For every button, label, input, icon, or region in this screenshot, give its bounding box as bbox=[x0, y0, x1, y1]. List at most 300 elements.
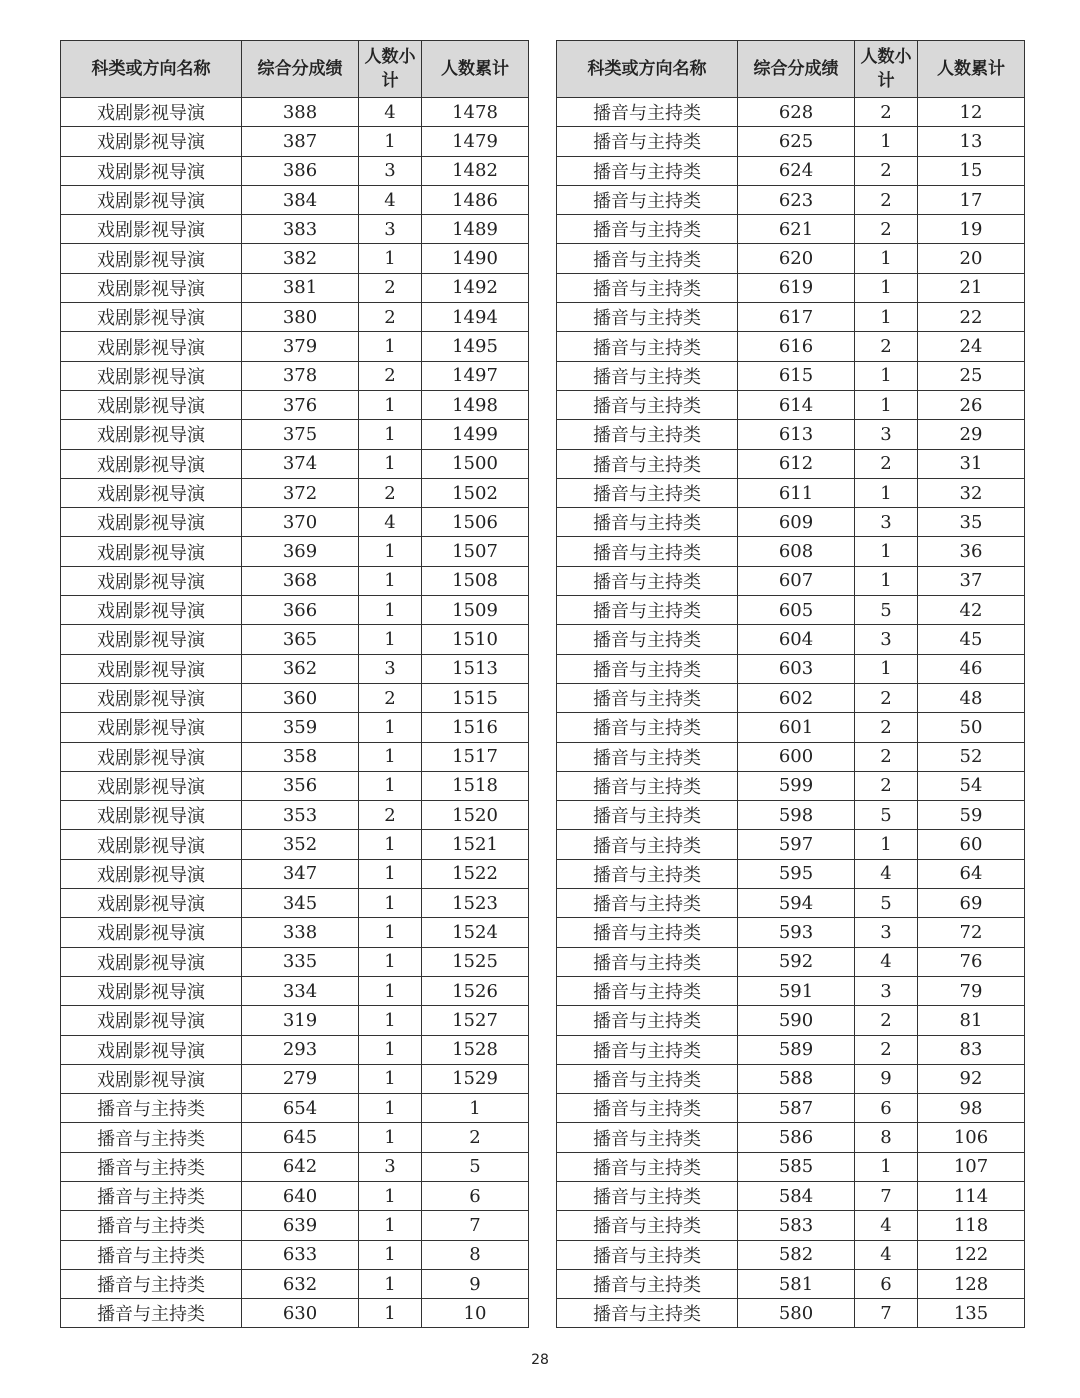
cell-score: 609 bbox=[738, 508, 855, 537]
cell-cumulative: 1521 bbox=[422, 830, 529, 859]
cell-cumulative: 6 bbox=[422, 1181, 529, 1210]
cell-name: 播音与主持类 bbox=[557, 185, 738, 214]
cell-cumulative: 42 bbox=[918, 596, 1025, 625]
cell-name: 播音与主持类 bbox=[61, 1181, 242, 1210]
cell-subtotal: 3 bbox=[359, 215, 422, 244]
cell-subtotal: 2 bbox=[855, 713, 918, 742]
table-row bbox=[61, 1094, 529, 1123]
cell-cumulative: 1492 bbox=[422, 273, 529, 302]
table-row bbox=[557, 771, 1025, 800]
cell-name: 播音与主持类 bbox=[557, 1123, 738, 1152]
cell-name: 播音与主持类 bbox=[557, 947, 738, 976]
cell-score: 595 bbox=[738, 859, 855, 888]
cell-cumulative: 1523 bbox=[422, 889, 529, 918]
cell-cumulative: 32 bbox=[918, 478, 1025, 507]
cell-cumulative: 45 bbox=[918, 625, 1025, 654]
cell-subtotal: 4 bbox=[855, 859, 918, 888]
cell-cumulative: 1486 bbox=[422, 185, 529, 214]
cell-score: 581 bbox=[738, 1269, 855, 1298]
cell-subtotal: 1 bbox=[855, 566, 918, 595]
table-row bbox=[61, 332, 529, 361]
cell-name: 播音与主持类 bbox=[557, 156, 738, 185]
cell-name: 播音与主持类 bbox=[557, 566, 738, 595]
cell-name: 戏剧影视导演 bbox=[61, 889, 242, 918]
cell-name: 播音与主持类 bbox=[557, 273, 738, 302]
cell-subtotal: 2 bbox=[855, 332, 918, 361]
header-name: 科类或方向名称 bbox=[61, 41, 242, 98]
table-row bbox=[557, 185, 1025, 214]
table-row bbox=[61, 185, 529, 214]
cell-subtotal: 1 bbox=[359, 1006, 422, 1035]
cell-name: 戏剧影视导演 bbox=[61, 830, 242, 859]
cell-name: 戏剧影视导演 bbox=[61, 215, 242, 244]
cell-cumulative: 54 bbox=[918, 771, 1025, 800]
table-row bbox=[557, 830, 1025, 859]
table-row bbox=[61, 889, 529, 918]
table-row bbox=[557, 361, 1025, 390]
cell-subtotal: 6 bbox=[855, 1269, 918, 1298]
cell-cumulative: 1494 bbox=[422, 303, 529, 332]
cell-name: 戏剧影视导演 bbox=[61, 654, 242, 683]
cell-name: 戏剧影视导演 bbox=[61, 771, 242, 800]
cell-score: 628 bbox=[738, 98, 855, 127]
cell-cumulative: 128 bbox=[918, 1269, 1025, 1298]
cell-score: 632 bbox=[242, 1269, 359, 1298]
cell-name: 播音与主持类 bbox=[557, 449, 738, 478]
cell-name: 播音与主持类 bbox=[557, 683, 738, 712]
cell-name: 播音与主持类 bbox=[557, 1269, 738, 1298]
table-row bbox=[557, 1123, 1025, 1152]
cell-score: 616 bbox=[738, 332, 855, 361]
cell-name: 戏剧影视导演 bbox=[61, 420, 242, 449]
cell-name: 播音与主持类 bbox=[557, 420, 738, 449]
cell-cumulative: 5 bbox=[422, 1152, 529, 1181]
cell-score: 593 bbox=[738, 918, 855, 947]
cell-score: 378 bbox=[242, 361, 359, 390]
cell-subtotal: 1 bbox=[855, 244, 918, 273]
cell-name: 播音与主持类 bbox=[61, 1123, 242, 1152]
cell-name: 播音与主持类 bbox=[557, 215, 738, 244]
cell-score: 600 bbox=[738, 742, 855, 771]
cell-score: 607 bbox=[738, 566, 855, 595]
cell-subtotal: 3 bbox=[855, 976, 918, 1005]
cell-cumulative: 22 bbox=[918, 303, 1025, 332]
cell-subtotal: 2 bbox=[855, 98, 918, 127]
cell-score: 605 bbox=[738, 596, 855, 625]
cell-name: 戏剧影视导演 bbox=[61, 1006, 242, 1035]
cell-cumulative: 35 bbox=[918, 508, 1025, 537]
cell-cumulative: 59 bbox=[918, 801, 1025, 830]
cell-name: 播音与主持类 bbox=[557, 889, 738, 918]
cell-cumulative: 12 bbox=[918, 98, 1025, 127]
cell-subtotal: 3 bbox=[855, 508, 918, 537]
cell-cumulative: 21 bbox=[918, 273, 1025, 302]
cell-subtotal: 1 bbox=[359, 1240, 422, 1269]
table-row bbox=[557, 976, 1025, 1005]
cell-score: 603 bbox=[738, 654, 855, 683]
cell-name: 播音与主持类 bbox=[557, 390, 738, 419]
cell-subtotal: 1 bbox=[359, 1299, 422, 1328]
cell-cumulative: 1527 bbox=[422, 1006, 529, 1035]
cell-score: 369 bbox=[242, 537, 359, 566]
cell-name: 戏剧影视导演 bbox=[61, 449, 242, 478]
cell-name: 播音与主持类 bbox=[557, 1152, 738, 1181]
table-row bbox=[557, 683, 1025, 712]
cell-subtotal: 2 bbox=[359, 273, 422, 302]
cell-subtotal: 1 bbox=[855, 478, 918, 507]
cell-subtotal: 1 bbox=[359, 244, 422, 273]
cell-name: 播音与主持类 bbox=[557, 1211, 738, 1240]
cell-subtotal: 2 bbox=[855, 771, 918, 800]
cell-cumulative: 50 bbox=[918, 713, 1025, 742]
table-row bbox=[61, 420, 529, 449]
table-row bbox=[61, 361, 529, 390]
cell-subtotal: 1 bbox=[359, 625, 422, 654]
table-row bbox=[61, 1035, 529, 1064]
cell-name: 播音与主持类 bbox=[61, 1152, 242, 1181]
cell-name: 播音与主持类 bbox=[557, 742, 738, 771]
cell-name: 播音与主持类 bbox=[557, 859, 738, 888]
cell-subtotal: 5 bbox=[855, 889, 918, 918]
cell-subtotal: 2 bbox=[855, 156, 918, 185]
cell-cumulative: 1499 bbox=[422, 420, 529, 449]
cell-score: 370 bbox=[242, 508, 359, 537]
cell-name: 戏剧影视导演 bbox=[61, 947, 242, 976]
cell-subtotal: 4 bbox=[359, 185, 422, 214]
cell-score: 379 bbox=[242, 332, 359, 361]
cell-cumulative: 114 bbox=[918, 1181, 1025, 1210]
cell-subtotal: 3 bbox=[855, 625, 918, 654]
cell-cumulative: 36 bbox=[918, 537, 1025, 566]
cell-cumulative: 25 bbox=[918, 361, 1025, 390]
cell-cumulative: 1478 bbox=[422, 98, 529, 127]
cell-cumulative: 20 bbox=[918, 244, 1025, 273]
cell-score: 366 bbox=[242, 596, 359, 625]
cell-subtotal: 4 bbox=[359, 508, 422, 537]
cell-name: 播音与主持类 bbox=[557, 1035, 738, 1064]
table-row bbox=[61, 273, 529, 302]
header-score: 综合分成绩 bbox=[242, 41, 359, 98]
cell-score: 580 bbox=[738, 1299, 855, 1328]
table-row bbox=[61, 1123, 529, 1152]
cell-cumulative: 1516 bbox=[422, 713, 529, 742]
cell-name: 戏剧影视导演 bbox=[61, 976, 242, 1005]
header-subtotal: 人数小计 bbox=[855, 41, 918, 98]
cell-name: 播音与主持类 bbox=[557, 1181, 738, 1210]
header-row bbox=[557, 41, 1025, 98]
table-row bbox=[61, 303, 529, 332]
cell-cumulative: 107 bbox=[918, 1152, 1025, 1181]
cell-score: 604 bbox=[738, 625, 855, 654]
cell-score: 623 bbox=[738, 185, 855, 214]
cell-subtotal: 1 bbox=[855, 273, 918, 302]
cell-name: 戏剧影视导演 bbox=[61, 1064, 242, 1093]
table-row bbox=[61, 156, 529, 185]
cell-name: 戏剧影视导演 bbox=[61, 1035, 242, 1064]
cell-cumulative: 19 bbox=[918, 215, 1025, 244]
page-number: 28 bbox=[531, 1352, 549, 1368]
cell-name: 戏剧影视导演 bbox=[61, 859, 242, 888]
cell-name: 播音与主持类 bbox=[557, 361, 738, 390]
cell-cumulative: 1507 bbox=[422, 537, 529, 566]
cell-score: 630 bbox=[242, 1299, 359, 1328]
cell-subtotal: 3 bbox=[855, 918, 918, 947]
cell-name: 播音与主持类 bbox=[61, 1269, 242, 1298]
cell-cumulative: 1518 bbox=[422, 771, 529, 800]
cell-cumulative: 1525 bbox=[422, 947, 529, 976]
table-row bbox=[61, 918, 529, 947]
table-row bbox=[61, 1269, 529, 1298]
table-row bbox=[61, 1006, 529, 1035]
cell-cumulative: 15 bbox=[918, 156, 1025, 185]
table-row bbox=[61, 742, 529, 771]
cell-subtotal: 2 bbox=[855, 683, 918, 712]
cell-cumulative: 2 bbox=[422, 1123, 529, 1152]
cell-subtotal: 9 bbox=[855, 1064, 918, 1093]
cell-score: 338 bbox=[242, 918, 359, 947]
cell-score: 293 bbox=[242, 1035, 359, 1064]
cell-name: 播音与主持类 bbox=[557, 1094, 738, 1123]
cell-score: 368 bbox=[242, 566, 359, 595]
cell-cumulative: 17 bbox=[918, 185, 1025, 214]
cell-cumulative: 69 bbox=[918, 889, 1025, 918]
cell-score: 584 bbox=[738, 1181, 855, 1210]
cell-score: 615 bbox=[738, 361, 855, 390]
cell-subtotal: 1 bbox=[359, 332, 422, 361]
table-row bbox=[557, 1181, 1025, 1210]
cell-cumulative: 135 bbox=[918, 1299, 1025, 1328]
cell-subtotal: 6 bbox=[855, 1094, 918, 1123]
cell-cumulative: 1528 bbox=[422, 1035, 529, 1064]
cell-name: 戏剧影视导演 bbox=[61, 244, 242, 273]
cell-name: 戏剧影视导演 bbox=[61, 566, 242, 595]
table-row bbox=[61, 215, 529, 244]
cell-subtotal: 1 bbox=[855, 127, 918, 156]
cell-name: 戏剧影视导演 bbox=[61, 156, 242, 185]
cell-score: 654 bbox=[242, 1094, 359, 1123]
table-row bbox=[557, 127, 1025, 156]
cell-cumulative: 1508 bbox=[422, 566, 529, 595]
cell-subtotal: 1 bbox=[359, 1064, 422, 1093]
table-row bbox=[61, 947, 529, 976]
table-row bbox=[61, 1181, 529, 1210]
cell-cumulative: 1506 bbox=[422, 508, 529, 537]
cell-name: 戏剧影视导演 bbox=[61, 361, 242, 390]
cell-cumulative: 118 bbox=[918, 1211, 1025, 1240]
table-row bbox=[557, 478, 1025, 507]
score-table-left bbox=[60, 40, 529, 1328]
cell-name: 戏剧影视导演 bbox=[61, 742, 242, 771]
table-row bbox=[61, 1152, 529, 1181]
table-row bbox=[61, 1211, 529, 1240]
table-row bbox=[557, 420, 1025, 449]
cell-score: 619 bbox=[738, 273, 855, 302]
cell-cumulative: 1510 bbox=[422, 625, 529, 654]
cell-name: 戏剧影视导演 bbox=[61, 713, 242, 742]
cell-name: 播音与主持类 bbox=[557, 625, 738, 654]
cell-subtotal: 2 bbox=[855, 215, 918, 244]
cell-score: 611 bbox=[738, 478, 855, 507]
cell-subtotal: 2 bbox=[359, 683, 422, 712]
cell-cumulative: 29 bbox=[918, 420, 1025, 449]
cell-score: 365 bbox=[242, 625, 359, 654]
cell-cumulative: 52 bbox=[918, 742, 1025, 771]
cell-cumulative: 1490 bbox=[422, 244, 529, 273]
cell-subtotal: 1 bbox=[359, 1211, 422, 1240]
cell-score: 583 bbox=[738, 1211, 855, 1240]
table-row bbox=[557, 566, 1025, 595]
cell-score: 335 bbox=[242, 947, 359, 976]
cell-name: 播音与主持类 bbox=[557, 771, 738, 800]
cell-score: 621 bbox=[738, 215, 855, 244]
table-row bbox=[61, 1064, 529, 1093]
cell-subtotal: 8 bbox=[855, 1123, 918, 1152]
table-row bbox=[557, 654, 1025, 683]
cell-score: 372 bbox=[242, 478, 359, 507]
table-row bbox=[61, 596, 529, 625]
table-row bbox=[61, 771, 529, 800]
cell-name: 播音与主持类 bbox=[557, 244, 738, 273]
table-row bbox=[557, 537, 1025, 566]
score-table-right bbox=[556, 40, 1025, 1328]
cell-score: 334 bbox=[242, 976, 359, 1005]
cell-score: 586 bbox=[738, 1123, 855, 1152]
cell-score: 319 bbox=[242, 1006, 359, 1035]
cell-score: 592 bbox=[738, 947, 855, 976]
cell-score: 587 bbox=[738, 1094, 855, 1123]
cell-cumulative: 13 bbox=[918, 127, 1025, 156]
table-row bbox=[557, 98, 1025, 127]
cell-name: 播音与主持类 bbox=[557, 918, 738, 947]
table-row bbox=[557, 156, 1025, 185]
cell-name: 戏剧影视导演 bbox=[61, 127, 242, 156]
cell-cumulative: 98 bbox=[918, 1094, 1025, 1123]
cell-score: 380 bbox=[242, 303, 359, 332]
cell-name: 戏剧影视导演 bbox=[61, 625, 242, 654]
table-row bbox=[61, 801, 529, 830]
cell-subtotal: 4 bbox=[855, 1240, 918, 1269]
cell-name: 播音与主持类 bbox=[557, 1064, 738, 1093]
cell-subtotal: 1 bbox=[855, 361, 918, 390]
cell-subtotal: 1 bbox=[359, 596, 422, 625]
cell-cumulative: 64 bbox=[918, 859, 1025, 888]
cell-cumulative: 26 bbox=[918, 390, 1025, 419]
table-body-left bbox=[61, 98, 529, 1328]
cell-subtotal: 2 bbox=[359, 478, 422, 507]
cell-score: 624 bbox=[738, 156, 855, 185]
header-subtotal: 人数小计 bbox=[359, 41, 422, 98]
table-row bbox=[61, 127, 529, 156]
table-row bbox=[557, 1035, 1025, 1064]
cell-score: 612 bbox=[738, 449, 855, 478]
cell-subtotal: 1 bbox=[359, 1269, 422, 1298]
cell-name: 播音与主持类 bbox=[557, 332, 738, 361]
cell-name: 播音与主持类 bbox=[557, 976, 738, 1005]
table-row bbox=[557, 332, 1025, 361]
cell-subtotal: 2 bbox=[855, 449, 918, 478]
cell-score: 359 bbox=[242, 713, 359, 742]
cell-subtotal: 1 bbox=[359, 976, 422, 1005]
cell-subtotal: 1 bbox=[855, 654, 918, 683]
cell-name: 播音与主持类 bbox=[557, 801, 738, 830]
cell-name: 播音与主持类 bbox=[61, 1299, 242, 1328]
cell-score: 582 bbox=[738, 1240, 855, 1269]
table-row bbox=[557, 215, 1025, 244]
table-row bbox=[557, 244, 1025, 273]
cell-score: 590 bbox=[738, 1006, 855, 1035]
table-row bbox=[557, 742, 1025, 771]
cell-name: 播音与主持类 bbox=[61, 1211, 242, 1240]
cell-score: 589 bbox=[738, 1035, 855, 1064]
cell-subtotal: 1 bbox=[855, 830, 918, 859]
cell-score: 594 bbox=[738, 889, 855, 918]
table-row bbox=[61, 244, 529, 273]
cell-subtotal: 1 bbox=[359, 830, 422, 859]
cell-cumulative: 81 bbox=[918, 1006, 1025, 1035]
cell-cumulative: 1513 bbox=[422, 654, 529, 683]
table-row bbox=[557, 1269, 1025, 1298]
cell-subtotal: 2 bbox=[855, 1035, 918, 1064]
cell-subtotal: 1 bbox=[855, 390, 918, 419]
cell-score: 598 bbox=[738, 801, 855, 830]
header-name: 科类或方向名称 bbox=[557, 41, 738, 98]
header-row bbox=[61, 41, 529, 98]
cell-subtotal: 2 bbox=[855, 185, 918, 214]
cell-score: 642 bbox=[242, 1152, 359, 1181]
cell-subtotal: 5 bbox=[855, 596, 918, 625]
table-row bbox=[557, 889, 1025, 918]
table-row bbox=[557, 1064, 1025, 1093]
cell-cumulative: 1498 bbox=[422, 390, 529, 419]
cell-name: 播音与主持类 bbox=[557, 478, 738, 507]
table-row bbox=[61, 98, 529, 127]
cell-cumulative: 1522 bbox=[422, 859, 529, 888]
cell-cumulative: 1517 bbox=[422, 742, 529, 771]
table-row bbox=[61, 1299, 529, 1328]
cell-name: 播音与主持类 bbox=[61, 1094, 242, 1123]
cell-cumulative: 9 bbox=[422, 1269, 529, 1298]
cell-score: 388 bbox=[242, 98, 359, 127]
cell-score: 601 bbox=[738, 713, 855, 742]
table-row bbox=[557, 1094, 1025, 1123]
table-row bbox=[61, 976, 529, 1005]
cell-score: 599 bbox=[738, 771, 855, 800]
table-row bbox=[557, 1211, 1025, 1240]
cell-score: 347 bbox=[242, 859, 359, 888]
cell-score: 383 bbox=[242, 215, 359, 244]
cell-cumulative: 8 bbox=[422, 1240, 529, 1269]
cell-cumulative: 83 bbox=[918, 1035, 1025, 1064]
cell-cumulative: 1515 bbox=[422, 683, 529, 712]
cell-score: 640 bbox=[242, 1181, 359, 1210]
cell-score: 376 bbox=[242, 390, 359, 419]
cell-cumulative: 48 bbox=[918, 683, 1025, 712]
cell-subtotal: 1 bbox=[359, 1181, 422, 1210]
cell-subtotal: 2 bbox=[359, 303, 422, 332]
cell-name: 播音与主持类 bbox=[557, 1299, 738, 1328]
table-row bbox=[557, 859, 1025, 888]
cell-score: 588 bbox=[738, 1064, 855, 1093]
table-row bbox=[557, 273, 1025, 302]
cell-name: 戏剧影视导演 bbox=[61, 683, 242, 712]
cell-cumulative: 76 bbox=[918, 947, 1025, 976]
cell-name: 戏剧影视导演 bbox=[61, 332, 242, 361]
cell-subtotal: 1 bbox=[359, 1123, 422, 1152]
cell-subtotal: 1 bbox=[359, 889, 422, 918]
cell-score: 374 bbox=[242, 449, 359, 478]
cell-cumulative: 92 bbox=[918, 1064, 1025, 1093]
table-row bbox=[61, 478, 529, 507]
